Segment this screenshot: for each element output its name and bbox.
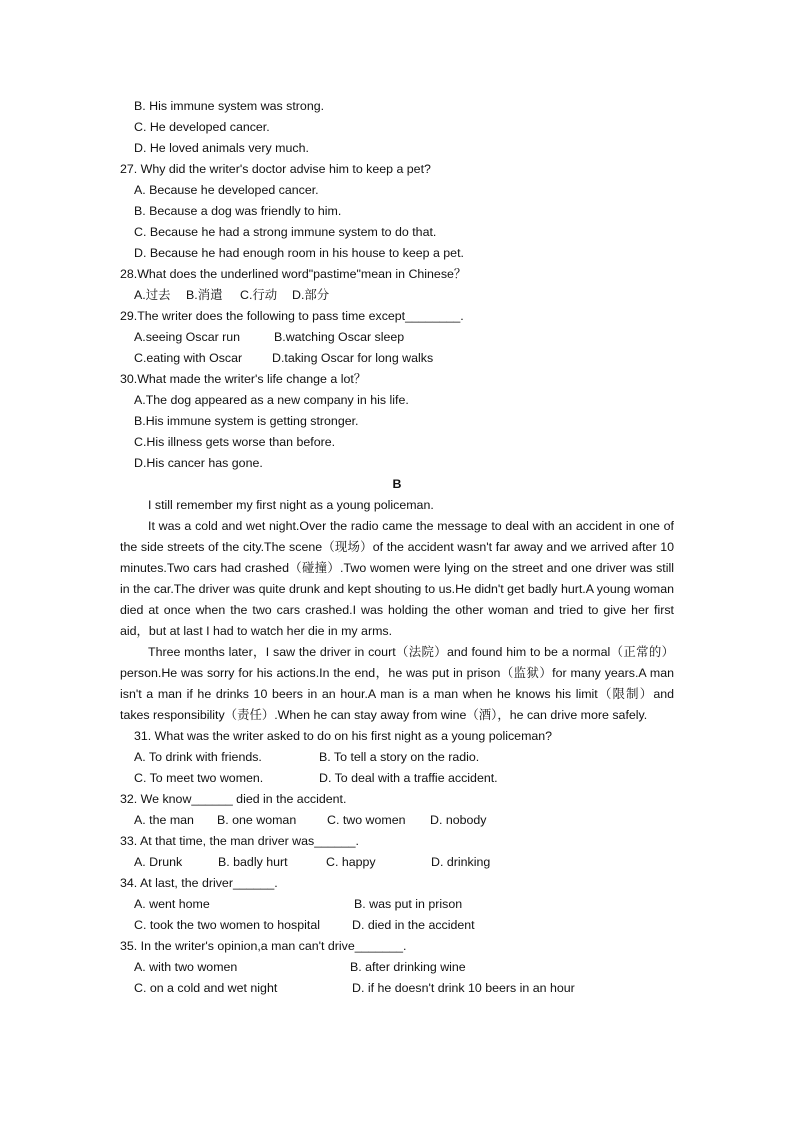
q26-option-c: C. He developed cancer.: [134, 120, 270, 134]
q29-options-row1: [120, 327, 674, 348]
q31-question: 31. What was the writer asked to do on his first night as a young policeman?: [134, 729, 553, 743]
q34-option-a: A. went home: [134, 897, 210, 911]
q29-option-c: C.eating with Oscar: [134, 351, 243, 365]
q31-options-row1: [120, 747, 674, 768]
q33-question: 33. At that time, the man driver was______.: [120, 834, 359, 848]
worksheet-page: [120, 96, 674, 999]
q30-question: 30.What made the writer's life change a lot？: [120, 372, 367, 386]
q27-option-c: C. Because he had a strong immune system to do that.: [134, 225, 437, 239]
q35-options-row2: [120, 978, 674, 999]
q30-option-b: B.His immune system is getting stronger.: [134, 414, 359, 428]
passage-paragraph-1: I still remember my first night as a young policeman.: [148, 498, 434, 512]
section-b-heading: B: [392, 477, 402, 491]
q28-option-a: A.过去: [134, 288, 171, 302]
q35-option-d: D. if he doesn't drink 10 beers in an hour: [352, 981, 575, 995]
q35-option-b: B. after drinking wine: [350, 960, 466, 974]
q33-options: [120, 852, 674, 873]
q34-option-b: B. was put in prison: [354, 897, 463, 911]
q30-option-d: D.His cancer has gone.: [134, 456, 263, 470]
q26-option-b: B. His immune system was strong.: [134, 99, 325, 113]
q32-option-d: D. nobody: [430, 813, 487, 827]
passage-paragraph-3: Three months later，I saw the driver in court（法院）and found him to be a normal（正常的）person.He was sorry for his actions.In the end，he was put in prison（监狱）for many years.A man isn't a man if he drinks 10 beers in an hour.A man is a man when he knows his limit（限制）and takes responsibility（责任）.When he can stay away from wine（酒），he can drive more safely.: [120, 645, 674, 722]
q33-option-c: C. happy: [326, 855, 376, 869]
q31-options-row2: [120, 768, 674, 789]
q34-options-row2: [120, 915, 674, 936]
q32-question: 32. We know______ died in the accident.: [120, 792, 347, 806]
q35-option-c: C. on a cold and wet night: [134, 981, 278, 995]
q32-option-a: A. the man: [134, 813, 194, 827]
q27-option-d: D. Because he had enough room in his house to keep a pet.: [134, 246, 464, 260]
q32-option-c: C. two women: [327, 813, 406, 827]
q29-question: 29.The writer does the following to pass time except________.: [120, 309, 464, 323]
q34-option-d: D. died in the accident: [352, 918, 475, 932]
q27-option-a: A. Because he developed cancer.: [134, 183, 319, 197]
q30-option-c: C.His illness gets worse than before.: [134, 435, 336, 449]
q33-option-a: A. Drunk: [134, 855, 183, 869]
q35-option-a: A. with two women: [134, 960, 238, 974]
q34-options-row1: [120, 894, 674, 915]
q34-question: 34. At last, the driver______.: [120, 876, 278, 890]
q29-option-a: A.seeing Oscar run: [134, 330, 241, 344]
q29-option-d: D.taking Oscar for long walks: [272, 351, 434, 365]
q29-option-b: B.watching Oscar sleep: [274, 330, 405, 344]
q31-option-a: A. To drink with friends.: [134, 750, 262, 764]
q28-options: [120, 285, 674, 306]
q31-option-d: D. To deal with a traffie accident.: [319, 771, 498, 785]
q35-options-row1: [120, 957, 674, 978]
q32-options: [120, 810, 674, 831]
q30-option-a: A.The dog appeared as a new company in his life.: [134, 393, 409, 407]
q28-question: 28.What does the underlined word"pastime"mean in Chinese？: [120, 267, 467, 281]
q28-option-b: B.消遣: [186, 288, 223, 302]
q31-option-c: C. To meet two women.: [134, 771, 264, 785]
q33-option-b: B. badly hurt: [218, 855, 288, 869]
q29-options-row2: [120, 348, 674, 369]
q26-option-d: D. He loved animals very much.: [134, 141, 309, 155]
q33-option-d: D. drinking: [431, 855, 491, 869]
q27-option-b: B. Because a dog was friendly to him.: [134, 204, 342, 218]
passage-paragraph-2: It was a cold and wet night.Over the radio came the message to deal with an accident in one of the side streets of the city.The scene（现场）of the accident wasn't far away and we arrived after 10 minutes.Two cars had crashed（碰撞）.Two women were lying on the street and one driver was still in the car.The driver was quite drunk and kept shouting to us.He didn't get badly hurt.A young woman died at once when the two cars crashed.I was holding the other woman and tried to give her first aid，but at last I had to watch her die in my arms.: [120, 519, 674, 638]
q28-option-c: C.行动: [240, 288, 278, 302]
q32-option-b: B. one woman: [217, 813, 297, 827]
q27-question: 27. Why did the writer's doctor advise him to keep a pet?: [120, 162, 431, 176]
q34-option-c: C. took the two women to hospital: [134, 918, 320, 932]
q31-option-b: B. To tell a story on the radio.: [319, 750, 480, 764]
q35-question: 35. In the writer's opinion,a man can't drive_______.: [120, 939, 407, 953]
q28-option-d: D.部分: [292, 288, 330, 302]
